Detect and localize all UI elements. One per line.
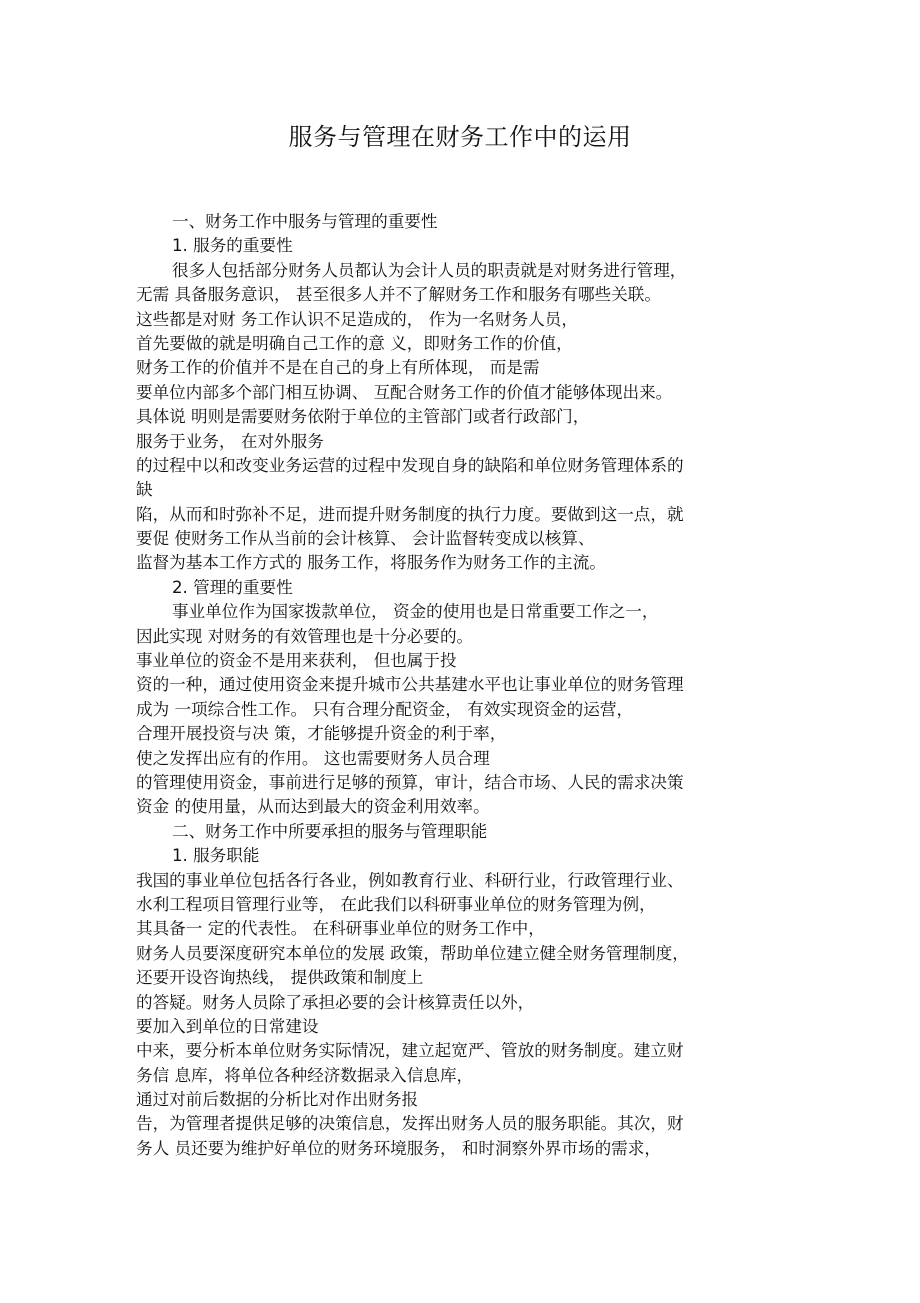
- text-line: 陷，从而和时弥补不足，进而提升财务制度的执行力度。要做到这一点，就: [136, 504, 684, 524]
- text-line: 水利工程项目管理行业等， 在此我们以科研事业单位的财务管理为例，: [136, 894, 656, 914]
- text-line: 财务工作的价值并不是在自己的身上有所体现， 而是需: [136, 358, 540, 378]
- text-line: 1. 服务职能: [172, 846, 260, 866]
- text-line: 合理开展投资与决 策，才能够提升资金的利于率，: [136, 724, 507, 744]
- document-body: [136, 210, 776, 1161]
- text-line: 我国的事业单位包括各行各业，例如教育行业、科研行业，行政管理行业、: [136, 870, 684, 890]
- text-line: 通过对前后数据的分析比对作出财务报: [136, 1090, 419, 1110]
- text-line: 一、财务工作中服务与管理的重要性: [172, 212, 438, 231]
- text-line: 成为 一项综合性工作。 只有合理分配资金， 有效实现资金的运营，: [136, 699, 634, 719]
- text-line: 首先要做的就是明确自己工作的意 义，即财务工作的价值，: [136, 333, 573, 353]
- text-line: 监督为基本工作方式的 服务工作，将服务作为财务工作的主流。: [136, 553, 606, 573]
- text-line: 这些都是对财 务工作认识不足造成的， 作为一名财务人员，: [136, 309, 578, 329]
- text-line: 具体说 明则是需要财务依附于单位的主管部门或者行政部门，: [136, 407, 590, 427]
- text-line: 资金 的使用量，从而达到最大的资金利用效率。: [136, 797, 490, 817]
- text-line: 很多人包括部分财务人员都认为会计人员的职责就是对财务进行管理，: [172, 260, 687, 280]
- text-line: 无需 具备服务意识， 甚至很多人并不了解财务工作和服务有哪些关联。: [136, 285, 661, 305]
- text-line: 中来，要分析本单位财务实际情况，建立起宽严、管放的财务制度。建立财: [136, 1041, 684, 1061]
- text-line: 其具备一 定的代表性。 在科研事业单位的财务工作中，: [136, 919, 545, 939]
- text-line: 务信 息库，将单位各种经济数据录入信息库，: [136, 1065, 474, 1085]
- text-line: 还要开设咨询热线， 提供政策和制度上: [136, 968, 424, 988]
- text-line: 使之发挥出应有的作用。 这也需要财务人员合理: [136, 748, 490, 768]
- text-line: 服务于业务， 在对外服务: [136, 431, 324, 451]
- text-line: 资的一种，通过使用资金来提升城市公共基建水平也让事业单位的财务管理: [136, 675, 684, 695]
- text-line: 要加入到单位的日常建设: [136, 1016, 319, 1036]
- page-title: 服务与管理在财务工作中的运用: [288, 123, 632, 151]
- text-line: 财务人员要深度研究本单位的发展 政策，帮助单位建立健全财务管理制度，: [136, 943, 689, 963]
- text-line: 1. 服务的重要性: [172, 236, 293, 256]
- text-line: 2. 管理的重要性: [172, 577, 293, 597]
- text-line: 的管理使用资金，事前进行足够的预算，审计，结合市场、人民的需求决策: [136, 772, 684, 792]
- text-line: 缺: [136, 480, 153, 500]
- text-line: 事业单位作为国家拨款单位， 资金的使用也是日常重要工作之一，: [172, 602, 659, 622]
- text-line: 因此实现 对财务的有效管理也是十分必要的。: [136, 626, 474, 646]
- text-line: 二、财务工作中所要承担的服务与管理职能: [172, 821, 488, 841]
- text-line: 事业单位的资金不是用来获利， 但也属于投: [136, 651, 457, 671]
- text-line: 告，为管理者提供足够的决策信息，发挥出财务人员的服务职能。其次，财: [136, 1114, 684, 1134]
- text-line: 的答疑。财务人员除了承担必要的会计核算责任以外，: [136, 992, 535, 1012]
- text-line: 的过程中以和改变业务运营的过程中发现自身的缺陷和单位财务管理体系的: [136, 455, 684, 475]
- text-line: 要促 使财务工作从当前的会计核算、 会计监督转变成以核算、: [136, 529, 595, 549]
- text-line: 务人 员还要为维护好单位的财务环境服务， 和时洞察外界市场的需求，: [136, 1138, 661, 1158]
- text-line: 要单位内部多个部门相互协调、 互配合财务工作的价值才能够体现出来。: [136, 382, 673, 402]
